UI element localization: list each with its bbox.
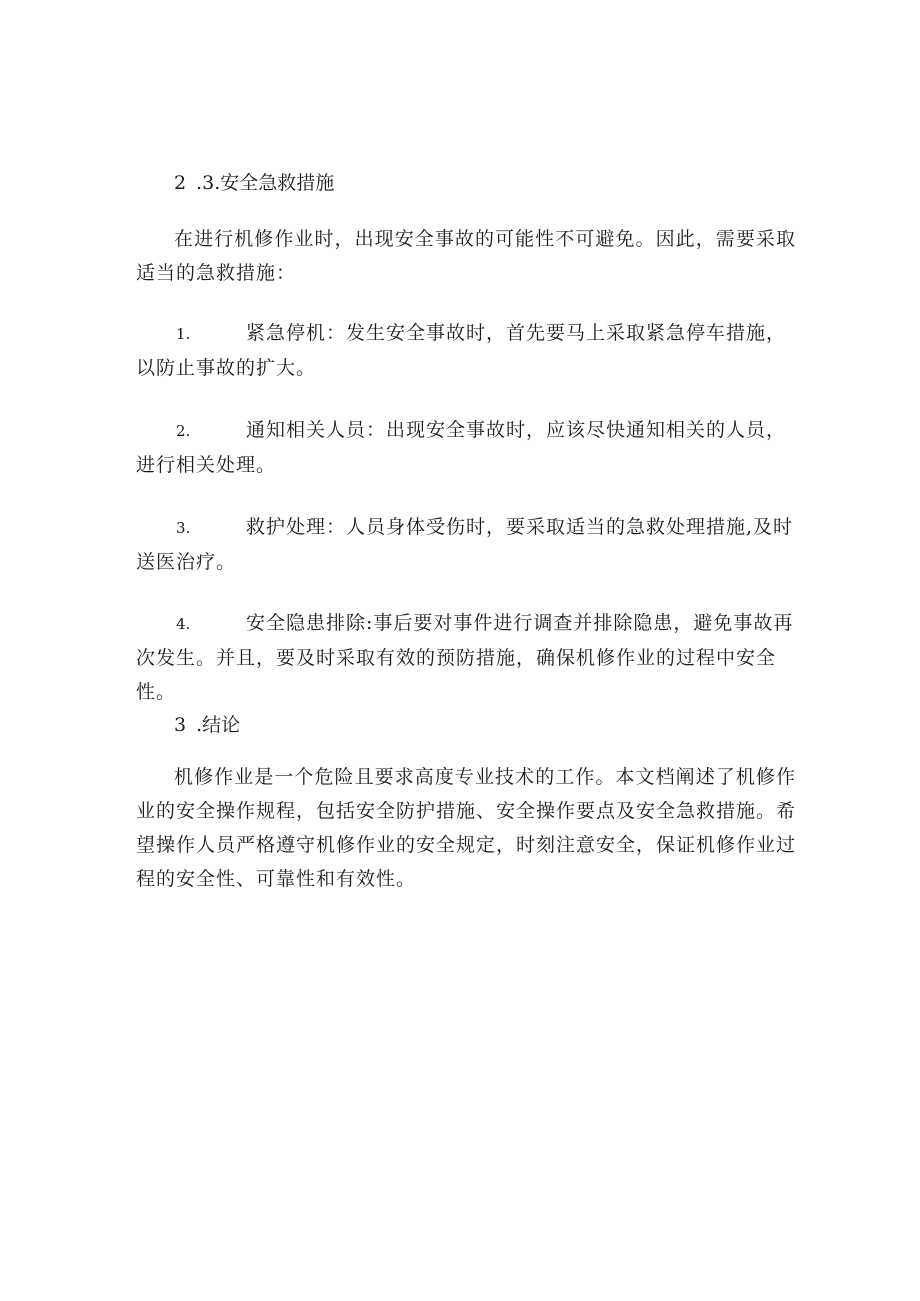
list-item-text: 安全隐患排除:事后要对事件进行调查并排除隐患，避免事故再次发生。并且，要及时采取有效的预防措施，确保机修作业的过程中安全性。	[136, 612, 794, 703]
list-item-text: 通知相关人员：出现安全事故时，应该尽快通知相关的人员，进行相关处理。	[136, 419, 787, 476]
conclusion-paragraph: 机修作业是一个危险且要求高度专业技术的工作。本文档阐述了机修作业的安全操作规程，包括安全防护措施、安全操作要点及安全急救措施。希望操作人员严格遵守机修作业的安全规定，时刻注意安全，保证机修作业过程的安全性、可靠性和有效性。	[136, 766, 797, 890]
list-item-text: 紧急停机：发生安全事故时，首先要马上采取紧急停车措施，以防止事故的扩大。	[136, 322, 787, 379]
section-number: 3	[174, 714, 187, 736]
list-item	[136, 606, 796, 709]
list-marker: 2.	[176, 422, 191, 440]
section-title: .3.安全急救措施	[196, 172, 335, 194]
list-item	[136, 413, 796, 482]
section-heading-2-3	[174, 171, 334, 195]
section-heading-3	[174, 713, 240, 737]
list-marker: 3.	[176, 519, 191, 537]
section-number: 2	[174, 172, 187, 194]
list-marker: 1.	[176, 325, 191, 343]
intro-paragraph: 在进行机修作业时，出现安全事故的可能性不可避免。因此，需要采取适当的急救措施：	[136, 228, 796, 284]
list-item-text: 救护处理：人员身体受伤时，要采取适当的急救处理措施,及时送医治疗。	[136, 516, 794, 573]
list-item	[136, 510, 796, 579]
list-item	[136, 316, 796, 385]
section-title: .结论	[196, 714, 241, 736]
list-marker: 4.	[176, 615, 191, 633]
